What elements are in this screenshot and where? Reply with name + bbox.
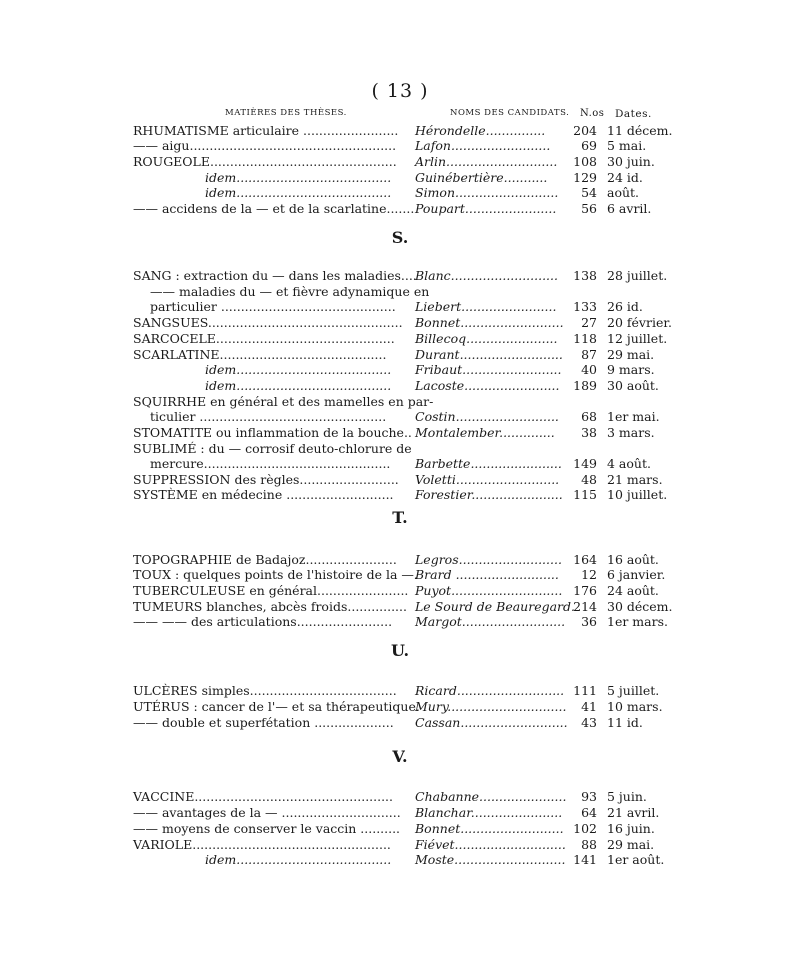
thesis-number: 118	[573, 331, 597, 346]
entry-subject: SCARLATINE..........................................	[133, 347, 387, 362]
thesis-number: 64	[581, 805, 597, 820]
table-row	[0, 347, 800, 363]
thesis-date: 5 juillet.	[607, 683, 660, 698]
thesis-date: 5 mai.	[607, 138, 647, 153]
candidate-name: Barbette.......................	[415, 456, 562, 471]
section-heading-u: U.	[390, 641, 410, 660]
candidate-name: Billecoq.......................	[415, 331, 558, 346]
entry-subject: SARCOCELE.............................................	[133, 331, 395, 346]
entry-subject: ROUGEOLE...............................................	[133, 154, 397, 169]
table-row	[0, 315, 800, 331]
candidate-name: Puyot............................	[415, 583, 563, 598]
table-row	[0, 683, 800, 699]
entry-subject: TOPOGRAPHIE de Badajoz.......................	[133, 552, 397, 567]
thesis-number: 138	[573, 268, 597, 283]
thesis-number: 12	[581, 567, 597, 582]
thesis-number: 164	[573, 552, 597, 567]
candidate-name: Durant..........................	[415, 347, 563, 362]
table-row	[0, 154, 800, 170]
table-row	[0, 583, 800, 599]
candidate-name: Brard ..........................	[415, 567, 559, 582]
thesis-date: 30 juin.	[607, 154, 655, 169]
thesis-number: 133	[573, 299, 597, 314]
thesis-number: 141	[573, 852, 597, 867]
table-row	[0, 170, 800, 186]
candidate-name: Costin..........................	[415, 409, 559, 424]
candidate-name: Montalember..............	[415, 425, 555, 440]
candidate-name: Guinébertière...........	[415, 170, 548, 185]
entry-subject: idem.......................................	[205, 852, 392, 867]
entry-subject: SYSTÈME en médecine ...........................	[133, 487, 394, 502]
thesis-date: 9 mars.	[607, 362, 655, 377]
section-heading-v: V.	[392, 747, 408, 766]
candidate-name: Ricard...........................	[415, 683, 565, 698]
table-row	[0, 567, 800, 583]
thesis-date: 1er mai.	[607, 409, 660, 424]
thesis-date: 24 id.	[607, 170, 643, 185]
thesis-number: 88	[581, 837, 597, 852]
thesis-number: 38	[581, 425, 597, 440]
thesis-number: 68	[581, 409, 597, 424]
column-header-numero: N.os	[580, 108, 605, 119]
candidate-name: Le Sourd de Beauregard.	[415, 599, 575, 614]
column-header-noms: NOMS DES CANDIDATS.	[450, 108, 570, 118]
table-row	[0, 456, 800, 472]
table-row	[0, 699, 800, 715]
entry-subject: —— maladies du — et fièvre adynamique en	[150, 284, 430, 299]
thesis-number: 111	[573, 683, 597, 698]
entry-subject: TUBERCULEUSE en général.......................	[133, 583, 409, 598]
table-row	[0, 425, 800, 441]
thesis-date: 20 février.	[607, 315, 672, 330]
entry-subject: —— accidens de la — et de la scarlatine.......	[133, 201, 415, 216]
thesis-date: 10 juillet.	[607, 487, 668, 502]
entry-subject: idem.......................................	[205, 185, 392, 200]
thesis-number: 36	[581, 614, 597, 629]
candidate-name: Bonnet..........................	[415, 821, 564, 836]
table-row	[0, 805, 800, 821]
table-row	[0, 185, 800, 201]
entry-subject: ULCÈRES simples.....................................	[133, 683, 397, 698]
thesis-number: 41	[581, 699, 597, 714]
column-header-dates: Dates.	[615, 108, 652, 120]
table-row	[0, 284, 800, 300]
thesis-date: 3 mars.	[607, 425, 655, 440]
thesis-date: 1er mars.	[607, 614, 668, 629]
thesis-number: 48	[581, 472, 597, 487]
table-row	[0, 441, 800, 457]
entry-subject: idem.......................................	[205, 378, 392, 393]
entry-subject: VARIOLE..................................................	[133, 837, 391, 852]
thesis-date: 11 décem.	[607, 123, 673, 138]
candidate-name: Poupart.......................	[415, 201, 557, 216]
candidate-name: Blanchar.......................	[415, 805, 563, 820]
page-number: ( 13 )	[371, 80, 429, 102]
table-row	[0, 837, 800, 853]
thesis-date: 16 août.	[607, 552, 659, 567]
candidate-name: Mury..............................	[415, 699, 567, 714]
table-row	[0, 409, 800, 425]
entry-subject: idem.......................................	[205, 170, 392, 185]
table-row	[0, 331, 800, 347]
thesis-date: 29 mai.	[607, 837, 655, 852]
thesis-date: 12 juillet.	[607, 331, 668, 346]
thesis-number: 56	[581, 201, 597, 216]
thesis-date: 5 juin.	[607, 789, 647, 804]
table-row	[0, 487, 800, 503]
entry-subject: RHUMATISME articulaire ........................	[133, 123, 399, 138]
thesis-number: 189	[573, 378, 597, 393]
thesis-number: 115	[573, 487, 597, 502]
thesis-date: 26 id.	[607, 299, 643, 314]
thesis-date: 4 août.	[607, 456, 651, 471]
thesis-date: 30 août.	[607, 378, 659, 393]
table-row	[0, 299, 800, 315]
candidate-name: Simon..........................	[415, 185, 559, 200]
thesis-number: 102	[573, 821, 597, 836]
entry-subject: —— double et superfétation ....................	[133, 715, 394, 730]
candidate-name: Legros..........................	[415, 552, 562, 567]
candidate-name: Moste............................	[415, 852, 566, 867]
table-row	[0, 599, 800, 615]
candidate-name: Chabanne......................	[415, 789, 567, 804]
thesis-date: 11 id.	[607, 715, 643, 730]
thesis-number: 43	[581, 715, 597, 730]
thesis-date: 21 avril.	[607, 805, 660, 820]
section-heading-s: S.	[391, 228, 409, 247]
thesis-date: 24 août.	[607, 583, 659, 598]
thesis-number: 40	[581, 362, 597, 377]
entry-subject: TUMEURS blanches, abcès froids...............	[133, 599, 407, 614]
candidate-name: Fiévet............................	[415, 837, 566, 852]
thesis-number: 204	[573, 123, 597, 138]
thesis-number: 149	[573, 456, 597, 471]
table-row	[0, 201, 800, 217]
entry-subject: particulier ............................................	[150, 299, 396, 314]
thesis-number: 54	[581, 185, 597, 200]
candidate-name: Lacoste........................	[415, 378, 560, 393]
section-heading-t: T.	[392, 508, 408, 527]
column-header-matieres: MATIÈRES DES THÈSES.	[225, 108, 347, 118]
table-row	[0, 362, 800, 378]
entry-subject: —— avantages de la — ..............................	[133, 805, 401, 820]
table-row	[0, 715, 800, 731]
entry-subject: idem.......................................	[205, 362, 392, 377]
table-row	[0, 821, 800, 837]
thesis-date: 30 décem.	[607, 599, 673, 614]
thesis-date: août.	[607, 185, 640, 200]
thesis-date: 16 juin.	[607, 821, 655, 836]
candidate-name: Arlin............................	[415, 154, 558, 169]
thesis-number: 108	[573, 154, 597, 169]
entry-subject: SUPPRESSION des règles.........................	[133, 472, 399, 487]
table-row	[0, 123, 800, 139]
thesis-number: 87	[581, 347, 597, 362]
entry-subject: VACCINE..................................................	[133, 789, 394, 804]
candidate-name: Hérondelle...............	[415, 123, 546, 138]
table-row	[0, 552, 800, 568]
thesis-number: 69	[581, 138, 597, 153]
entry-subject: SQUIRRHE en général et des mamelles en par-	[133, 394, 434, 409]
table-row	[0, 378, 800, 394]
candidate-name: Cassan...........................	[415, 715, 568, 730]
thesis-date: 29 mai.	[607, 347, 655, 362]
table-row	[0, 394, 800, 410]
entry-subject: —— —— des articulations........................	[133, 614, 393, 629]
candidate-name: Fribaut.........................	[415, 362, 562, 377]
candidate-name: Liebert........................	[415, 299, 557, 314]
entry-subject: mercure...............................................	[150, 456, 391, 471]
thesis-date: 28 juillet.	[607, 268, 668, 283]
entry-subject: UTÉRUS : cancer de l'— et sa thérapeutique.	[133, 699, 420, 714]
table-row	[0, 138, 800, 154]
candidate-name: Bonnet..........................	[415, 315, 564, 330]
thesis-number: 214	[573, 599, 597, 614]
thesis-number: 27	[581, 315, 597, 330]
thesis-date: 6 avril.	[607, 201, 652, 216]
table-row	[0, 789, 800, 805]
entry-subject: TOUX : quelques points de l'histoire de la —.	[133, 567, 418, 582]
table-row	[0, 268, 800, 284]
table-row	[0, 852, 800, 868]
entry-subject: —— moyens de conserver le vaccin ..........	[133, 821, 401, 836]
thesis-date: 6 janvier.	[607, 567, 666, 582]
entry-subject: SANGSUES.................................................	[133, 315, 403, 330]
candidate-name: Voletti..........................	[415, 472, 560, 487]
thesis-date: 21 mars.	[607, 472, 663, 487]
candidate-name: Blanc...........................	[415, 268, 558, 283]
table-row	[0, 614, 800, 630]
table-row	[0, 472, 800, 488]
candidate-name: Margot..........................	[415, 614, 566, 629]
candidate-name: Forestier.......................	[415, 487, 563, 502]
thesis-number: 176	[573, 583, 597, 598]
thesis-number: 129	[573, 170, 597, 185]
thesis-date: 10 mars.	[607, 699, 663, 714]
entry-subject: SANG : extraction du — dans les maladies....	[133, 268, 417, 283]
entry-subject: —— aigu....................................................	[133, 138, 397, 153]
entry-subject: SUBLIMÉ : du — corrosif deuto-chlorure de	[133, 441, 412, 456]
candidate-name: Lafon.........................	[415, 138, 551, 153]
thesis-date: 1er août.	[607, 852, 665, 867]
entry-subject: STOMATITE ou inflammation de la bouche..	[133, 425, 412, 440]
thesis-number: 93	[581, 789, 597, 804]
entry-subject: ticulier ...............................................	[150, 409, 387, 424]
